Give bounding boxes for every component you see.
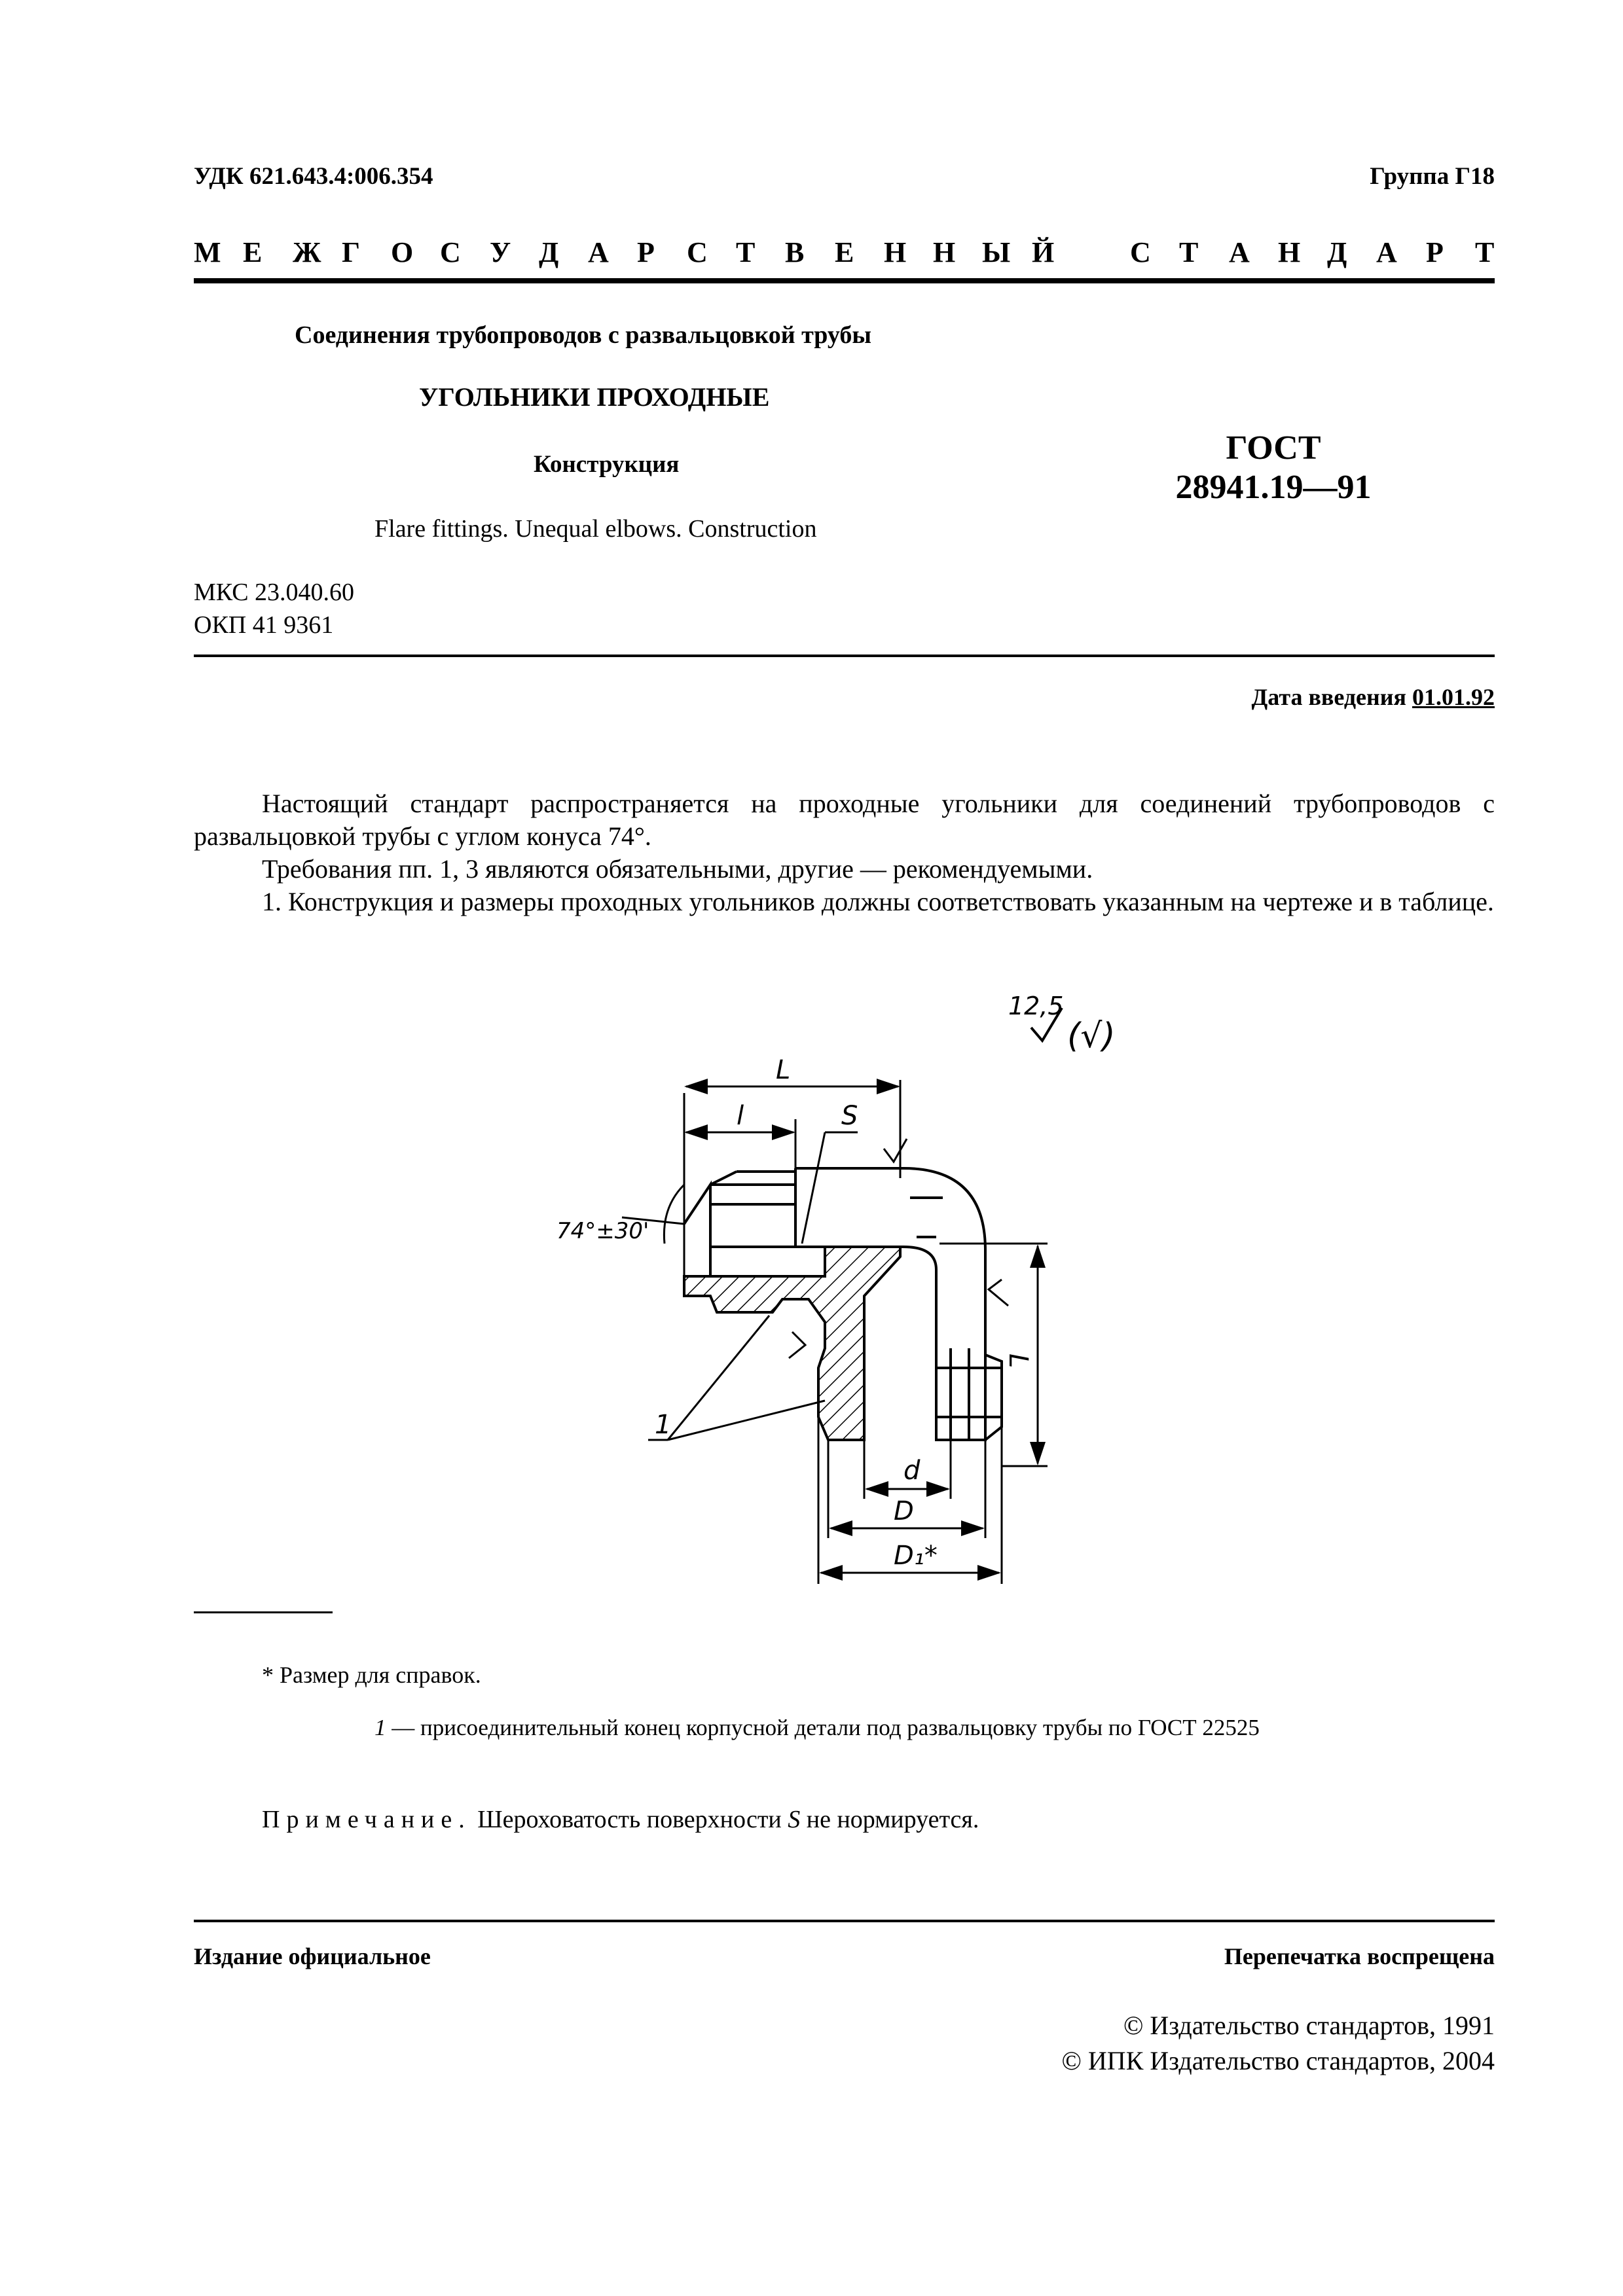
banner-letter: А <box>588 236 609 268</box>
official-edition: Издание официальное <box>194 1943 431 1969</box>
banner-letter: Н <box>884 236 907 268</box>
dim-L-vertical-label: L <box>1003 1354 1033 1369</box>
dim-D1-label: D₁* <box>894 1541 938 1571</box>
banner-letter: А <box>1229 236 1250 268</box>
classification-codes <box>194 576 354 641</box>
banner-letter: С <box>687 236 708 268</box>
note-symbol: S <box>788 1806 801 1833</box>
udk-code: УДК 621.643.4:006.354 <box>194 163 433 190</box>
note-text: Шероховатость поверхности <box>471 1806 788 1833</box>
roughness-value: 12,5 <box>1008 992 1064 1020</box>
roughness-tick-top <box>884 1139 907 1162</box>
banner-letter: О <box>391 236 414 268</box>
title-line1: Соединения трубопроводов с развальцовкой трубы <box>295 321 872 349</box>
banner-letter: Р <box>637 236 655 268</box>
hatched-section <box>684 1247 900 1440</box>
title-line3: Конструкция <box>534 451 680 478</box>
banner-letter: Г <box>342 236 360 268</box>
group-code: Группа Г18 <box>1370 163 1495 190</box>
banner-letter: Ж <box>293 236 321 268</box>
copyright-2004: © ИПК Издательство стандартов, 2004 <box>1061 2046 1495 2075</box>
banner-letter: Т <box>1179 236 1199 268</box>
codes-rule <box>194 655 1495 657</box>
banner-letter: Т <box>736 236 756 268</box>
dim-S-label: S <box>841 1101 858 1131</box>
banner-letter: Й <box>1032 236 1055 268</box>
banner-letter: Н <box>933 236 956 268</box>
elbow-fitting-drawing <box>550 982 1139 1610</box>
note-label: Примечание. <box>262 1806 471 1833</box>
gost-label: ГОСТ <box>1226 429 1321 467</box>
mks-code: МКС 23.040.60 <box>194 579 355 606</box>
body-paragraph-1: Настоящий стандарт распространяется на проходные угольники для соединений трубопроводов с развальцовкой трубы с углом конуса 74°. <box>194 789 1495 851</box>
footnote-item-1-text: — присоединительный конец корпусной детали под развальцовку трубы по ГОСТ 22525 <box>386 1715 1260 1740</box>
banner-letter: С <box>440 236 461 268</box>
dim-l-label: l <box>737 1101 744 1131</box>
banner-letter: В <box>785 236 805 268</box>
surface-S-leader <box>802 1101 858 1244</box>
banner-letter: А <box>1376 236 1397 268</box>
body-paragraph-2: Требования пп. 1, 3 являются обязательными, другие — рекомендуемыми. <box>262 854 1093 884</box>
banner-letter: С <box>1130 236 1151 268</box>
banner-letter: Е <box>835 236 854 268</box>
dim-L-label: L <box>776 1055 791 1085</box>
intro-date-label: Дата введения <box>1251 684 1406 710</box>
reprint-prohibited: Перепечатка воспрещена <box>1224 1943 1495 1969</box>
dimension-d <box>864 1440 951 1499</box>
title-line2: УГОЛЬНИКИ ПРОХОДНЫЕ <box>419 382 770 412</box>
intro-date-value: 01.01.92 <box>1412 684 1495 710</box>
callout-1-label: 1 <box>655 1410 672 1440</box>
body-paragraph-3: 1. Конструкция и размеры проходных угольников должны соответствовать указанным на чертеже и в таблице. <box>262 887 1494 916</box>
banner-letter: Д <box>1327 236 1347 268</box>
dim-d-label: d <box>903 1456 921 1486</box>
callout-1 <box>648 1316 825 1440</box>
banner-letter: Р <box>1426 236 1444 268</box>
dim-angle-label: 74°±30' <box>556 1218 649 1244</box>
copyright-1991: © Издательство стандартов, 1991 <box>1123 2011 1495 2040</box>
okp-code: ОКП 41 9361 <box>194 611 334 639</box>
banner-letter: Н <box>1278 236 1301 268</box>
banner-letter: Е <box>243 236 263 268</box>
roughness-symbol <box>1008 992 1116 1056</box>
footer-rule <box>194 1920 1495 1922</box>
gost-number: 28941.19—91 <box>1175 469 1372 506</box>
footnote-item-1 <box>374 1715 1260 1741</box>
roughness-paren: (√) <box>1067 1016 1116 1056</box>
dimension-angle <box>556 1185 684 1244</box>
footnote-item-1-number: 1 <box>374 1715 386 1740</box>
banner-letter: Т <box>1475 236 1495 268</box>
banner-letter: Д <box>539 236 559 268</box>
banner-letter: Ы <box>982 236 1011 268</box>
copyright-block <box>1062 2008 1495 2079</box>
banner-rule <box>194 278 1495 283</box>
title-english: Flare fittings. Unequal elbows. Construction <box>374 515 817 543</box>
footnote-rule <box>194 1611 333 1613</box>
roughness-tick-right <box>989 1280 1008 1306</box>
gost-designation <box>1165 429 1381 507</box>
banner-letter: М <box>194 236 221 268</box>
standard-type-banner <box>194 236 1495 268</box>
note <box>262 1805 979 1834</box>
banner-letter: У <box>490 236 511 268</box>
roughness-tick-left <box>789 1332 805 1358</box>
footnote-star: * Размер для справок. <box>262 1662 481 1688</box>
note-text2: не нормируется. <box>800 1806 979 1833</box>
dim-D-label: D <box>894 1496 914 1526</box>
dimension-l <box>686 1101 795 1178</box>
intro-date <box>1252 683 1495 711</box>
